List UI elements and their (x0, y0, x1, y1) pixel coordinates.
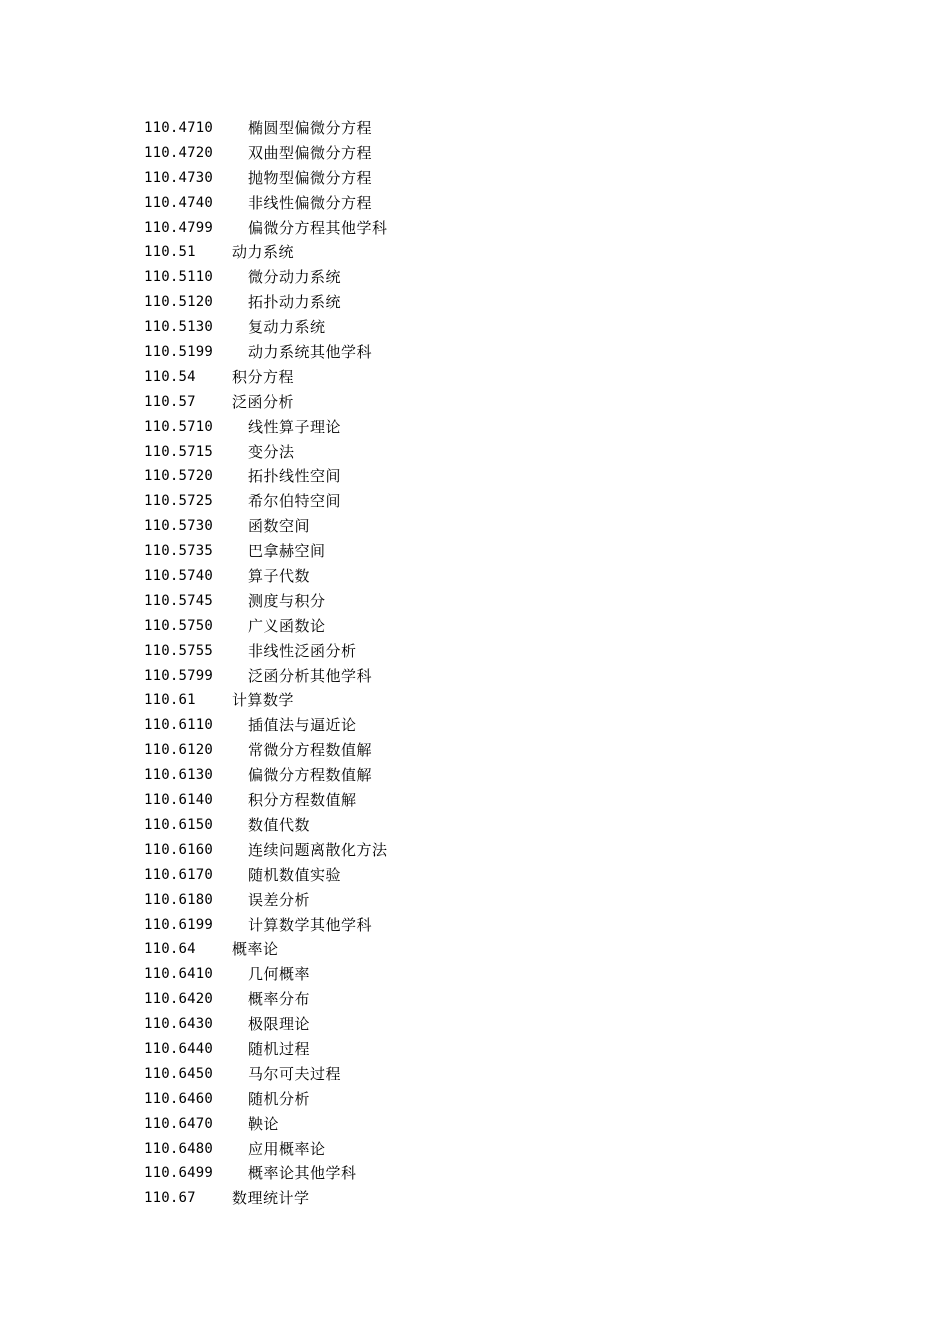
discipline-name: 极限理论 (248, 1015, 311, 1034)
list-item (144, 838, 844, 863)
discipline-code: 110.5720 (144, 468, 214, 485)
list-item (144, 290, 844, 315)
list-item (144, 1062, 844, 1087)
list-item (144, 863, 844, 888)
discipline-code: 110.4799 (144, 219, 214, 236)
list-item (144, 489, 844, 514)
discipline-name: 常微分方程数值解 (248, 741, 373, 760)
list-item (144, 788, 844, 813)
list-item (144, 738, 844, 763)
discipline-name: 随机过程 (248, 1039, 311, 1058)
discipline-code: 110.4710 (144, 120, 214, 136)
list-item (144, 166, 844, 191)
discipline-name: 积分方程 (232, 367, 295, 386)
discipline-name: 动力系统 (232, 243, 295, 262)
list-item (144, 1087, 844, 1112)
discipline-name: 双曲型偏微分方程 (248, 143, 373, 162)
discipline-name: 拓扑动力系统 (248, 293, 342, 312)
discipline-name: 泛函分析 (232, 392, 295, 411)
discipline-code: 110.6120 (144, 742, 214, 759)
discipline-code: 110.6150 (144, 816, 214, 833)
discipline-code: 110.6480 (144, 1140, 214, 1157)
discipline-name: 计算数学 (232, 691, 295, 710)
discipline-name: 计算数学其他学科 (248, 915, 373, 934)
discipline-code: 110.67 (144, 1190, 196, 1207)
discipline-code: 110.5735 (144, 543, 214, 560)
discipline-code: 110.6170 (144, 866, 214, 883)
list-item (144, 265, 844, 290)
discipline-name: 插值法与逼近论 (248, 716, 357, 735)
list-item (144, 1112, 844, 1137)
discipline-code: 110.6110 (144, 717, 214, 734)
list-item (144, 116, 844, 141)
discipline-code: 110.5725 (144, 493, 214, 510)
list-item (144, 141, 844, 166)
list-item (144, 564, 844, 589)
list-item (144, 340, 844, 365)
discipline-name: 积分方程数值解 (248, 791, 357, 810)
list-item (144, 962, 844, 987)
list-item (144, 913, 844, 938)
discipline-name: 椭圆型偏微分方程 (248, 119, 373, 137)
list-item (144, 539, 844, 564)
discipline-name: 复动力系统 (248, 318, 326, 337)
discipline-name: 抛物型偏微分方程 (248, 168, 373, 187)
discipline-code: 110.4740 (144, 194, 214, 211)
discipline-name: 应用概率论 (248, 1139, 326, 1158)
discipline-name: 偏微分方程数值解 (248, 766, 373, 785)
discipline-code: 110.5710 (144, 418, 214, 435)
discipline-name: 随机分析 (248, 1089, 311, 1108)
discipline-name: 偏微分方程其他学科 (248, 218, 388, 237)
discipline-name: 拓扑线性空间 (248, 467, 342, 486)
discipline-name: 马尔可夫过程 (248, 1064, 342, 1083)
discipline-code: 110.6160 (144, 841, 214, 858)
discipline-name: 函数空间 (248, 517, 311, 536)
discipline-code-list (144, 116, 844, 1211)
list-item (144, 315, 844, 340)
list-item (144, 415, 844, 440)
list-item (144, 240, 844, 265)
discipline-name: 非线性泛函分析 (248, 641, 357, 660)
discipline-name: 概率论 (232, 940, 279, 959)
discipline-code: 110.6410 (144, 966, 214, 983)
discipline-name: 几何概率 (248, 965, 311, 984)
list-item (144, 813, 844, 838)
discipline-code: 110.6180 (144, 891, 214, 908)
discipline-code: 110.5715 (144, 443, 214, 460)
discipline-code: 110.4720 (144, 144, 214, 161)
discipline-code: 110.5199 (144, 344, 214, 361)
discipline-code: 110.4730 (144, 169, 214, 186)
discipline-name: 微分动力系统 (248, 268, 342, 287)
list-item (144, 216, 844, 241)
list-item (144, 888, 844, 913)
list-item (144, 1161, 844, 1186)
discipline-code: 110.6130 (144, 767, 214, 784)
discipline-name: 巴拿赫空间 (248, 542, 326, 561)
discipline-code: 110.5750 (144, 617, 214, 634)
discipline-name: 鞅论 (248, 1114, 280, 1133)
discipline-code: 110.5799 (144, 667, 214, 684)
discipline-code: 110.6450 (144, 1065, 214, 1082)
discipline-name: 误差分析 (248, 890, 311, 909)
discipline-name: 概率分布 (248, 990, 311, 1009)
discipline-name: 泛函分析其他学科 (248, 666, 373, 685)
list-item (144, 365, 844, 390)
discipline-code: 110.64 (144, 941, 196, 958)
discipline-code: 110.5745 (144, 592, 214, 609)
discipline-code: 110.5120 (144, 294, 214, 311)
discipline-code: 110.6499 (144, 1165, 214, 1182)
discipline-code: 110.6420 (144, 991, 214, 1008)
discipline-name: 动力系统其他学科 (248, 343, 373, 362)
discipline-code: 110.6440 (144, 1040, 214, 1057)
list-item (144, 713, 844, 738)
list-item (144, 1137, 844, 1162)
list-item (144, 514, 844, 539)
discipline-code: 110.5110 (144, 269, 214, 286)
discipline-code: 110.5130 (144, 319, 214, 336)
list-item (144, 440, 844, 465)
discipline-name: 非线性偏微分方程 (248, 193, 373, 212)
discipline-name: 数值代数 (248, 815, 311, 834)
list-item (144, 464, 844, 489)
list-item (144, 987, 844, 1012)
discipline-code: 110.5740 (144, 568, 214, 585)
list-item (144, 664, 844, 689)
list-item (144, 763, 844, 788)
discipline-name: 数理统计学 (232, 1189, 310, 1208)
discipline-name: 随机数值实验 (248, 865, 342, 884)
discipline-code: 110.6470 (144, 1115, 214, 1132)
discipline-code: 110.51 (144, 244, 196, 261)
discipline-code: 110.57 (144, 393, 196, 410)
discipline-name: 广义函数论 (248, 616, 326, 635)
list-item (144, 688, 844, 713)
discipline-code: 110.6460 (144, 1090, 214, 1107)
discipline-code: 110.5730 (144, 518, 214, 535)
list-item (144, 589, 844, 614)
discipline-code: 110.6140 (144, 792, 214, 809)
discipline-code: 110.54 (144, 368, 196, 385)
list-item (144, 937, 844, 962)
discipline-name: 变分法 (248, 442, 295, 461)
discipline-name: 测度与积分 (248, 591, 326, 610)
discipline-code: 110.5755 (144, 642, 214, 659)
discipline-name: 算子代数 (248, 567, 311, 586)
discipline-name: 连续问题离散化方法 (248, 840, 388, 859)
discipline-code: 110.61 (144, 692, 196, 709)
list-item (144, 191, 844, 216)
list-item (144, 390, 844, 415)
list-item (144, 1037, 844, 1062)
discipline-code: 110.6430 (144, 1016, 214, 1033)
discipline-name: 线性算子理论 (248, 417, 342, 436)
list-item (144, 614, 844, 639)
list-item (144, 1186, 844, 1211)
list-item (144, 639, 844, 664)
list-item (144, 1012, 844, 1037)
discipline-code: 110.6199 (144, 916, 214, 933)
discipline-name: 希尔伯特空间 (248, 492, 342, 511)
discipline-name: 概率论其他学科 (248, 1164, 357, 1183)
